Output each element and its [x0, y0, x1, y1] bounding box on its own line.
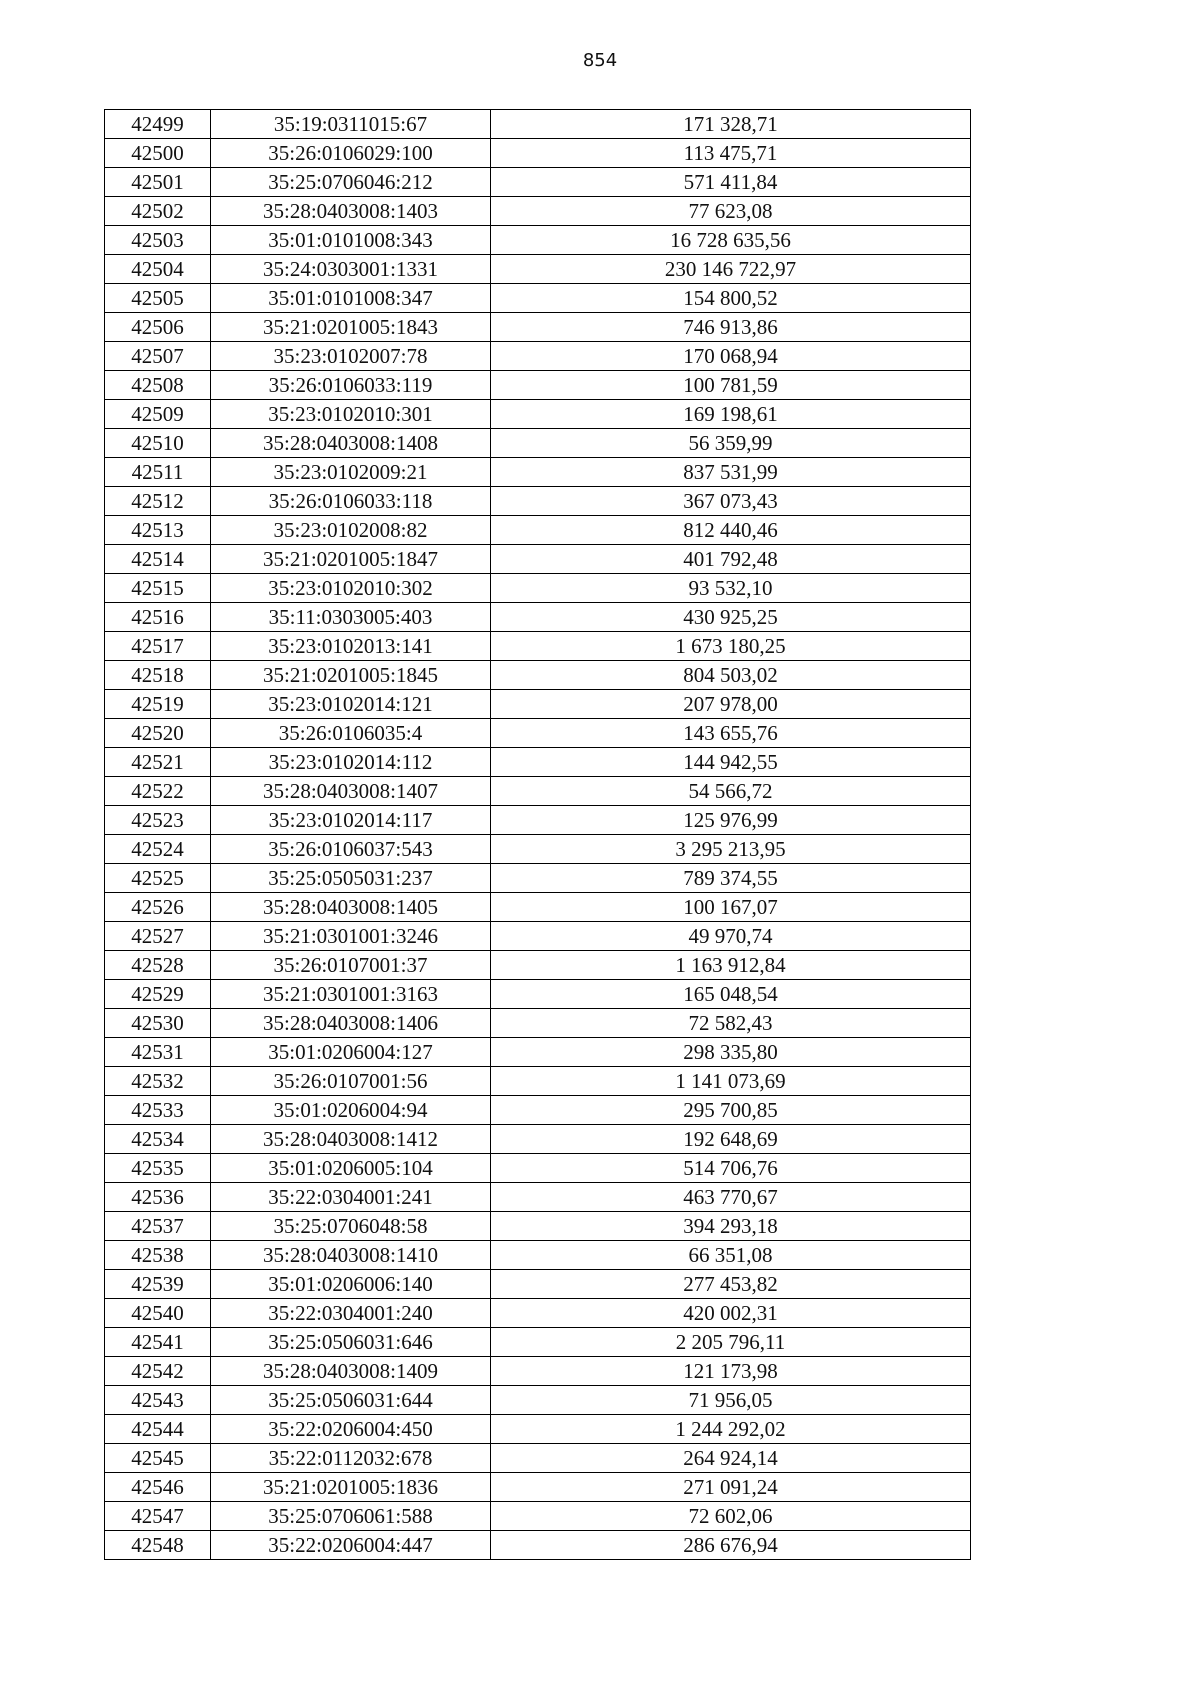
row-number-cell: 42521 [105, 748, 211, 777]
cadastral-number-cell: 35:26:0106033:119 [211, 371, 491, 400]
table-row [105, 1067, 971, 1096]
cadastral-number-cell: 35:22:0206004:447 [211, 1531, 491, 1560]
cadastral-value-cell: 804 503,02 [491, 661, 971, 690]
table-row [105, 1415, 971, 1444]
cadastral-value-cell: 71 956,05 [491, 1386, 971, 1415]
cadastral-number-cell: 35:25:0706046:212 [211, 168, 491, 197]
row-number-cell: 42515 [105, 574, 211, 603]
cadastral-value-cell: 2 205 796,11 [491, 1328, 971, 1357]
cadastral-number-cell: 35:01:0101008:343 [211, 226, 491, 255]
cadastral-value-cell: 113 475,71 [491, 139, 971, 168]
table-row [105, 806, 971, 835]
cadastral-number-cell: 35:28:0403008:1405 [211, 893, 491, 922]
table-row [105, 632, 971, 661]
cadastral-number-cell: 35:22:0206004:450 [211, 1415, 491, 1444]
table-row [105, 1473, 971, 1502]
cadastral-number-cell: 35:21:0201005:1845 [211, 661, 491, 690]
row-number-cell: 42535 [105, 1154, 211, 1183]
table-row [105, 1096, 971, 1125]
cadastral-number-cell: 35:23:0102008:82 [211, 516, 491, 545]
cadastral-value-cell: 286 676,94 [491, 1531, 971, 1560]
table-row [105, 1328, 971, 1357]
table-row [105, 168, 971, 197]
cadastral-number-cell: 35:22:0304001:241 [211, 1183, 491, 1212]
row-number-cell: 42512 [105, 487, 211, 516]
cadastral-number-cell: 35:26:0107001:37 [211, 951, 491, 980]
table-row [105, 864, 971, 893]
cadastral-number-cell: 35:25:0706061:588 [211, 1502, 491, 1531]
cadastral-number-cell: 35:28:0403008:1406 [211, 1009, 491, 1038]
row-number-cell: 42539 [105, 1270, 211, 1299]
table-row [105, 777, 971, 806]
cadastral-number-cell: 35:23:0102010:301 [211, 400, 491, 429]
table-row [105, 603, 971, 632]
cadastral-value-cell: 837 531,99 [491, 458, 971, 487]
table-row [105, 1299, 971, 1328]
row-number-cell: 42541 [105, 1328, 211, 1357]
row-number-cell: 42516 [105, 603, 211, 632]
row-number-cell: 42527 [105, 922, 211, 951]
table-row [105, 1183, 971, 1212]
row-number-cell: 42528 [105, 951, 211, 980]
table-row [105, 1125, 971, 1154]
row-number-cell: 42545 [105, 1444, 211, 1473]
row-number-cell: 42526 [105, 893, 211, 922]
row-number-cell: 42519 [105, 690, 211, 719]
cadastral-number-cell: 35:21:0201005:1847 [211, 545, 491, 574]
cadastral-value-cell: 56 359,99 [491, 429, 971, 458]
cadastral-value-cell: 169 198,61 [491, 400, 971, 429]
cadastral-number-cell: 35:01:0206004:127 [211, 1038, 491, 1067]
cadastral-value-cell: 207 978,00 [491, 690, 971, 719]
cadastral-value-cell: 170 068,94 [491, 342, 971, 371]
cadastral-number-cell: 35:11:0303005:403 [211, 603, 491, 632]
cadastral-value-cell: 230 146 722,97 [491, 255, 971, 284]
table-row [105, 574, 971, 603]
cadastral-value-cell: 165 048,54 [491, 980, 971, 1009]
cadastral-value-cell: 271 091,24 [491, 1473, 971, 1502]
cadastral-number-cell: 35:21:0301001:3163 [211, 980, 491, 1009]
table-row [105, 661, 971, 690]
row-number-cell: 42525 [105, 864, 211, 893]
cadastral-value-cell: 295 700,85 [491, 1096, 971, 1125]
row-number-cell: 42534 [105, 1125, 211, 1154]
cadastral-number-cell: 35:26:0106037:543 [211, 835, 491, 864]
cadastral-value-cell: 3 295 213,95 [491, 835, 971, 864]
row-number-cell: 42513 [105, 516, 211, 545]
row-number-cell: 42504 [105, 255, 211, 284]
row-number-cell: 42536 [105, 1183, 211, 1212]
cadastral-number-cell: 35:28:0403008:1412 [211, 1125, 491, 1154]
cadastral-number-cell: 35:25:0506031:646 [211, 1328, 491, 1357]
cadastral-value-cell: 100 781,59 [491, 371, 971, 400]
cadastral-number-cell: 35:28:0403008:1409 [211, 1357, 491, 1386]
cadastral-number-cell: 35:28:0403008:1407 [211, 777, 491, 806]
cadastral-value-cell: 430 925,25 [491, 603, 971, 632]
row-number-cell: 42537 [105, 1212, 211, 1241]
table-row [105, 110, 971, 139]
row-number-cell: 42543 [105, 1386, 211, 1415]
row-number-cell: 42499 [105, 110, 211, 139]
cadastral-number-cell: 35:01:0206006:140 [211, 1270, 491, 1299]
cadastral-number-cell: 35:22:0112032:678 [211, 1444, 491, 1473]
row-number-cell: 42517 [105, 632, 211, 661]
row-number-cell: 42546 [105, 1473, 211, 1502]
row-number-cell: 42509 [105, 400, 211, 429]
table-row [105, 1531, 971, 1560]
cadastral-number-cell: 35:24:0303001:1331 [211, 255, 491, 284]
cadastral-value-cell: 192 648,69 [491, 1125, 971, 1154]
row-number-cell: 42540 [105, 1299, 211, 1328]
table-row [105, 371, 971, 400]
row-number-cell: 42530 [105, 1009, 211, 1038]
cadastral-number-cell: 35:28:0403008:1408 [211, 429, 491, 458]
table-row [105, 893, 971, 922]
cadastral-value-cell: 1 673 180,25 [491, 632, 971, 661]
cadastral-value-cell: 277 453,82 [491, 1270, 971, 1299]
table-row [105, 1241, 971, 1270]
cadastral-value-cell: 154 800,52 [491, 284, 971, 313]
cadastral-value-cell: 16 728 635,56 [491, 226, 971, 255]
cadastral-number-cell: 35:25:0706048:58 [211, 1212, 491, 1241]
cadastral-number-cell: 35:22:0304001:240 [211, 1299, 491, 1328]
cadastral-number-cell: 35:21:0201005:1836 [211, 1473, 491, 1502]
row-number-cell: 42505 [105, 284, 211, 313]
cadastral-number-cell: 35:01:0206005:104 [211, 1154, 491, 1183]
table-row [105, 980, 971, 1009]
row-number-cell: 42532 [105, 1067, 211, 1096]
table-row [105, 1009, 971, 1038]
row-number-cell: 42502 [105, 197, 211, 226]
cadastral-number-cell: 35:23:0102007:78 [211, 342, 491, 371]
table-row [105, 1270, 971, 1299]
cadastral-number-cell: 35:23:0102010:302 [211, 574, 491, 603]
row-number-cell: 42503 [105, 226, 211, 255]
row-number-cell: 42548 [105, 1531, 211, 1560]
row-number-cell: 42544 [105, 1415, 211, 1444]
table-row [105, 922, 971, 951]
table-row [105, 951, 971, 980]
table-row [105, 1154, 971, 1183]
row-number-cell: 42520 [105, 719, 211, 748]
table-row [105, 284, 971, 313]
table-row [105, 226, 971, 255]
row-number-cell: 42514 [105, 545, 211, 574]
table-row [105, 197, 971, 226]
table-row [105, 429, 971, 458]
table-row [105, 139, 971, 168]
table-row [105, 690, 971, 719]
row-number-cell: 42500 [105, 139, 211, 168]
cadastral-number-cell: 35:01:0206004:94 [211, 1096, 491, 1125]
table-row [105, 255, 971, 284]
cadastral-value-cell: 72 582,43 [491, 1009, 971, 1038]
cadastral-value-cell: 93 532,10 [491, 574, 971, 603]
table-row [105, 1386, 971, 1415]
table-row [105, 342, 971, 371]
table-body [105, 110, 971, 1560]
cadastral-value-cell: 49 970,74 [491, 922, 971, 951]
row-number-cell: 42542 [105, 1357, 211, 1386]
cadastral-number-cell: 35:26:0106035:4 [211, 719, 491, 748]
cadastral-number-cell: 35:26:0106033:118 [211, 487, 491, 516]
cadastral-value-cell: 1 163 912,84 [491, 951, 971, 980]
cadastral-number-cell: 35:23:0102014:121 [211, 690, 491, 719]
row-number-cell: 42507 [105, 342, 211, 371]
cadastral-value-cell: 746 913,86 [491, 313, 971, 342]
row-number-cell: 42538 [105, 1241, 211, 1270]
cadastral-number-cell: 35:23:0102014:117 [211, 806, 491, 835]
table-row [105, 719, 971, 748]
cadastral-value-cell: 143 655,76 [491, 719, 971, 748]
cadastral-number-cell: 35:23:0102009:21 [211, 458, 491, 487]
table-row [105, 400, 971, 429]
row-number-cell: 42524 [105, 835, 211, 864]
page-number: 854 [582, 50, 618, 71]
cadastral-number-cell: 35:28:0403008:1403 [211, 197, 491, 226]
cadastral-value-cell: 125 976,99 [491, 806, 971, 835]
cadastral-value-cell: 394 293,18 [491, 1212, 971, 1241]
cadastral-number-cell: 35:19:0311015:67 [211, 110, 491, 139]
row-number-cell: 42531 [105, 1038, 211, 1067]
table-row [105, 516, 971, 545]
row-number-cell: 42547 [105, 1502, 211, 1531]
cadastral-value-table [104, 109, 971, 1560]
cadastral-value-cell: 789 374,55 [491, 864, 971, 893]
cadastral-value-cell: 144 942,55 [491, 748, 971, 777]
cadastral-value-cell: 54 566,72 [491, 777, 971, 806]
row-number-cell: 42501 [105, 168, 211, 197]
table-row [105, 313, 971, 342]
row-number-cell: 42523 [105, 806, 211, 835]
cadastral-number-cell: 35:01:0101008:347 [211, 284, 491, 313]
cadastral-value-cell: 72 602,06 [491, 1502, 971, 1531]
cadastral-value-cell: 420 002,31 [491, 1299, 971, 1328]
cadastral-value-cell: 171 328,71 [491, 110, 971, 139]
cadastral-value-cell: 1 244 292,02 [491, 1415, 971, 1444]
row-number-cell: 42533 [105, 1096, 211, 1125]
cadastral-value-cell: 401 792,48 [491, 545, 971, 574]
cadastral-value-cell: 100 167,07 [491, 893, 971, 922]
cadastral-value-cell: 514 706,76 [491, 1154, 971, 1183]
cadastral-value-cell: 77 623,08 [491, 197, 971, 226]
table-row [105, 1212, 971, 1241]
cadastral-number-cell: 35:25:0505031:237 [211, 864, 491, 893]
cadastral-number-cell: 35:21:0301001:3246 [211, 922, 491, 951]
cadastral-value-cell: 298 335,80 [491, 1038, 971, 1067]
row-number-cell: 42510 [105, 429, 211, 458]
table-row [105, 1038, 971, 1067]
row-number-cell: 42518 [105, 661, 211, 690]
cadastral-number-cell: 35:26:0107001:56 [211, 1067, 491, 1096]
row-number-cell: 42529 [105, 980, 211, 1009]
cadastral-value-cell: 463 770,67 [491, 1183, 971, 1212]
cadastral-value-cell: 571 411,84 [491, 168, 971, 197]
cadastral-number-cell: 35:26:0106029:100 [211, 139, 491, 168]
table-row [105, 545, 971, 574]
cadastral-value-cell: 812 440,46 [491, 516, 971, 545]
table-row [105, 1357, 971, 1386]
row-number-cell: 42511 [105, 458, 211, 487]
row-number-cell: 42508 [105, 371, 211, 400]
table-row [105, 487, 971, 516]
table-row [105, 835, 971, 864]
row-number-cell: 42506 [105, 313, 211, 342]
cadastral-number-cell: 35:25:0506031:644 [211, 1386, 491, 1415]
table-row [105, 748, 971, 777]
table-row [105, 458, 971, 487]
cadastral-number-cell: 35:21:0201005:1843 [211, 313, 491, 342]
cadastral-value-cell: 66 351,08 [491, 1241, 971, 1270]
cadastral-number-cell: 35:23:0102014:112 [211, 748, 491, 777]
cadastral-value-cell: 1 141 073,69 [491, 1067, 971, 1096]
cadastral-number-cell: 35:23:0102013:141 [211, 632, 491, 661]
cadastral-value-cell: 264 924,14 [491, 1444, 971, 1473]
table-row [105, 1502, 971, 1531]
cadastral-value-cell: 121 173,98 [491, 1357, 971, 1386]
cadastral-number-cell: 35:28:0403008:1410 [211, 1241, 491, 1270]
cadastral-value-cell: 367 073,43 [491, 487, 971, 516]
table-row [105, 1444, 971, 1473]
row-number-cell: 42522 [105, 777, 211, 806]
